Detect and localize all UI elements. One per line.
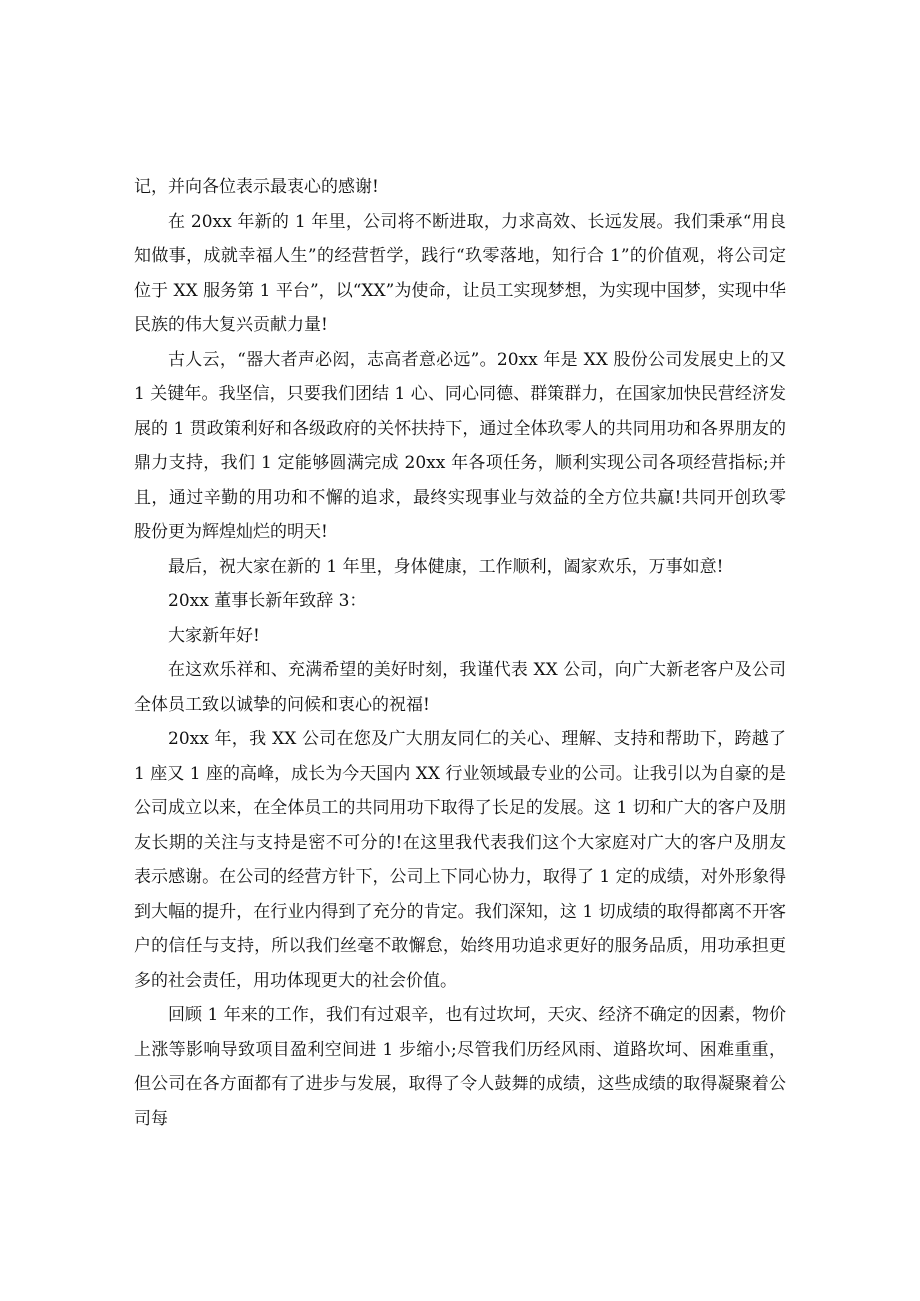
paragraph-3: 古人云，“器大者声必闳，志高者意必远”。20xx 年是 XX 股份公司发展史上的又 1 关键年。我坚信，只要我们团结 1 心、同心同德、群策群力，在国家加快民营经济发展的 1 贯政策利好和各级政府的关怀扶持下，通过全体玖零人的共同用功和各界朋友的鼎力支持，我们 1 定能够圆满完成 20xx 年各项任务，顺利实现公司各项经营指标;并且，通过辛勤的用功和不懈的追求，最终实现事业与效益的全方位共赢!共同开创玖零股份更为辉煌灿烂的明天! bbox=[134, 349, 786, 542]
paragraph-7: 在这欢乐祥和、充满希望的美好时刻，我谨代表 XX 公司，向广大新老客户及公司全体员工致以诚挚的问候和衷心的祝福! bbox=[134, 660, 786, 715]
section-heading: 20xx 董事长新年致辞 3： bbox=[168, 591, 367, 611]
greeting: 大家新年好! bbox=[168, 625, 260, 646]
paragraph-4: 最后，祝大家在新的 1 年里，身体健康，工作顺利，阖家欢乐，万事如意! bbox=[168, 556, 724, 577]
paragraph-1: 记，并向各位表示最衷心的感谢! bbox=[134, 177, 379, 197]
paragraph-8: 20xx 年，我 XX 公司在您及广大朋友同仁的关心、理解、支持和帮助下，跨越了 1 座又 1 座的高峰，成长为今天国内 XX 行业领域最专业的公司。让我引以为自豪的是公司成立以来，在全体员工的共同用功下取得了长足的发展。这 1 切和广大的客户及朋友长期的关注与支持是密不可分的!在这里我代表我们这个大家庭对广大的客户及朋友表示感谢。在公司的经营方针下，公司上下同心协力，取得了 1 定的成绩，对外形象得到大幅的提升，在行业内得到了充分的肯定。我们深知，这 1 切成绩的取得都离不开客户的信任与支持，所以我们丝毫不敢懈怠，始终用功追求更好的服务品质，用功承担更多的社会责任，用功体现更大的社会价值。 bbox=[134, 729, 786, 991]
paragraph-9: 回顾 1 年来的工作，我们有过艰辛，也有过坎坷，天灾、经济不确定的因素，物价上涨等影响导致项目盈利空间进 1 步缩小;尽管我们历经风雨、道路坎坷、困难重重，但公司在各方面都有了进步与发展，取得了令人鼓舞的成绩，这些成绩的取得凝聚着公司每 bbox=[134, 1005, 786, 1129]
document-body bbox=[134, 170, 786, 1136]
paragraph-2: 在 20xx 年新的 1 年里，公司将不断进取，力求高效、长远发展。我们秉承“用良知做事，成就幸福人生”的经营哲学，践行“玖零落地，知行合 1”的价值观，将公司定位于 XX 服务第 1 平台”，以“XX”为使命，让员工实现梦想，为实现中国梦，实现中华民族的伟大复兴贡献力量! bbox=[134, 211, 786, 335]
